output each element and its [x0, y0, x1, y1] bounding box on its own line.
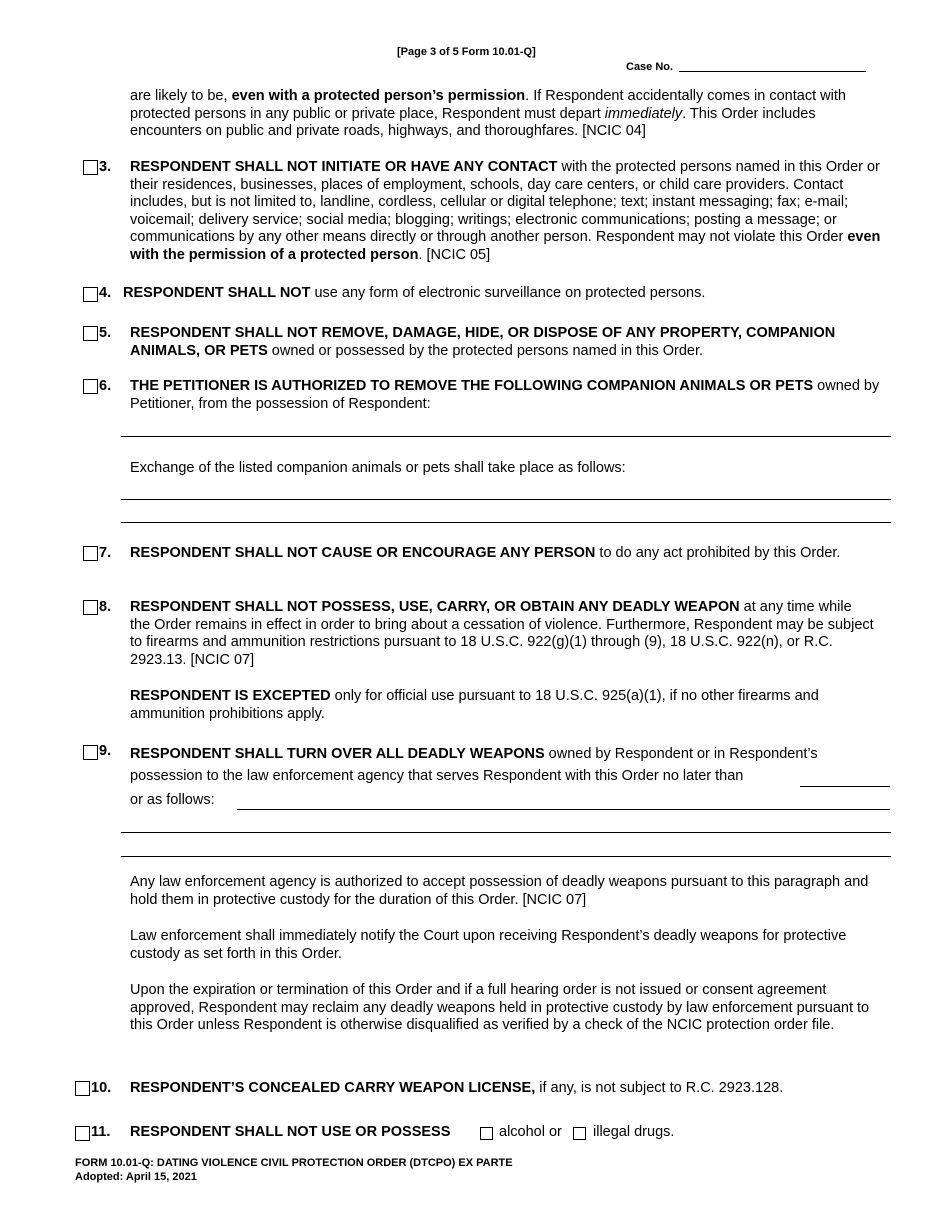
- item-6-checkbox[interactable]: [83, 379, 98, 394]
- item-6-animals-line[interactable]: [121, 436, 891, 437]
- item-8-text: RESPONDENT SHALL NOT POSSESS, USE, CARRY, OR OBTAIN ANY DEADLY WEAPON at any time while the Order remains in effect in order to bring about a cessation of violence. Furthermore, Respondent may be subject to firearms and ammunition restrictions pursuant to 18 U.S.C. 922(g)(1) through (9), 18 U.S.C. 922(n), or R.C. 2923.13. [NCIC 07]: [130, 599, 874, 668]
- illegal-drugs-checkbox[interactable]: [573, 1127, 586, 1140]
- item-11-checkbox[interactable]: [75, 1126, 90, 1141]
- item-6-exchange-line-1[interactable]: [121, 499, 891, 500]
- item-3-checkbox[interactable]: [83, 160, 98, 175]
- illegal-drugs-label: illegal drugs.: [593, 1124, 675, 1140]
- item-10-text: RESPONDENT’S CONCEALED CARRY WEAPON LICENSE, if any, is not subject to R.C. 2923.128.: [130, 1080, 784, 1096]
- case-no-label: Case No.: [626, 61, 674, 73]
- item-9-paragraph-2: Law enforcement shall immediately notify the Court upon receiving Respondent’s deadly weapons for protective custody as set forth in this Order.: [130, 928, 847, 962]
- item-5-number: 5.: [99, 325, 112, 341]
- item-8-checkbox[interactable]: [83, 600, 98, 615]
- footer-adopted-date: Adopted: April 15, 2021: [75, 1171, 197, 1183]
- item-4-checkbox[interactable]: [83, 287, 98, 302]
- item-6-exchange-line-2[interactable]: [121, 522, 891, 523]
- item-7-text: RESPONDENT SHALL NOT CAUSE OR ENCOURAGE ANY PERSON to do any act prohibited by this Order.: [130, 545, 841, 561]
- item-6-text: THE PETITIONER IS AUTHORIZED TO REMOVE THE FOLLOWING COMPANION ANIMALS OR PETS owned by Petitioner, from the possession of Respondent:: [130, 378, 880, 412]
- item-11-number: 11.: [91, 1124, 111, 1140]
- item-7-checkbox[interactable]: [83, 546, 98, 561]
- item-6-exchange-text: Exchange of the listed companion animals or pets shall take place as follows:: [130, 460, 626, 476]
- item-9-follows-line-1[interactable]: [237, 809, 890, 810]
- item-9-follows-line-3[interactable]: [121, 856, 891, 857]
- item-9-paragraph-1: Any law enforcement agency is authorized to accept possession of deadly weapons pursuant to this paragraph and hold them in protective custody for the duration of this Order. [NCIC 07]: [130, 874, 869, 908]
- case-no-field[interactable]: [679, 58, 866, 72]
- item-3-text: RESPONDENT SHALL NOT INITIATE OR HAVE ANY CONTACT with the protected persons named in this Order or their residences, businesses, places of employment, schools, day care centers, or child care providers. Contact includes, but is not limited to, landline, cordless, cellular or digital telephone; text; instant messaging; fax; e-mail; voicemail; delivery service; social media; blogging; writings; electronic communications; posting a message; or communications by any other means directly or through another person. Respondent may not violate this Order even with the permission of a protected person. [NCIC 05]: [130, 159, 881, 263]
- item-6-number: 6.: [99, 378, 112, 394]
- footer-form-title: FORM 10.01-Q: DATING VIOLENCE CIVIL PROTECTION ORDER (DTCPO) EX PARTE: [75, 1157, 513, 1169]
- item-11-heading: RESPONDENT SHALL NOT USE OR POSSESS: [130, 1124, 451, 1140]
- item-9-checkbox[interactable]: [83, 745, 98, 760]
- item-8-number: 8.: [99, 599, 112, 615]
- item-4-number: 4.: [99, 285, 112, 301]
- item-4-text: RESPONDENT SHALL NOT use any form of electronic surveillance on protected persons.: [123, 285, 706, 301]
- item-8-excepted-text: RESPONDENT IS EXCEPTED only for official use pursuant to 18 U.S.C. 925(a)(1), if no other firearms and ammunition prohibitions apply.: [130, 688, 819, 722]
- item-10-number: 10.: [91, 1080, 112, 1096]
- item-7-number: 7.: [99, 545, 112, 561]
- item-5-text: RESPONDENT SHALL NOT REMOVE, DAMAGE, HIDE, OR DISPOSE OF ANY PROPERTY, COMPANION ANIMALS, OR PETS owned or possessed by the protected persons named in this Order.: [130, 325, 836, 359]
- page-label: [Page 3 of 5 Form 10.01-Q]: [397, 46, 536, 58]
- item-9-or-as-follows: or as follows:: [130, 792, 215, 808]
- alcohol-checkbox[interactable]: [480, 1127, 493, 1140]
- continuation-paragraph: are likely to be, even with a protected person’s permission. If Respondent accidentally comes in contact with protected persons in any public or private place, Respondent must depart immediately. This Order includes encounters on public and private roads, highways, and thoroughfares. [NCIC 04]: [130, 88, 846, 140]
- item-5-checkbox[interactable]: [83, 326, 98, 341]
- item-9-text: RESPONDENT SHALL TURN OVER ALL DEADLY WEAPONS owned by Respondent or in Respondent’s: [130, 746, 818, 762]
- item-9-number: 9.: [99, 743, 112, 759]
- item-9-paragraph-3: Upon the expiration or termination of this Order and if a full hearing order is not issued or consent agreement approved, Respondent may reclaim any deadly weapons held in protective custody by law enforcement pursuant to this Order unless Respondent is otherwise disqualified as verified by a check of the NCIC protection order file.: [130, 982, 870, 1034]
- alcohol-label: alcohol or: [499, 1124, 562, 1140]
- item-10-checkbox[interactable]: [75, 1081, 90, 1096]
- item-3-number: 3.: [99, 159, 112, 175]
- item-9-date-field[interactable]: [800, 786, 890, 787]
- item-9-follows-line-2[interactable]: [121, 832, 891, 833]
- item-9-line2: possession to the law enforcement agency that serves Respondent with this Order no later than: [130, 768, 744, 784]
